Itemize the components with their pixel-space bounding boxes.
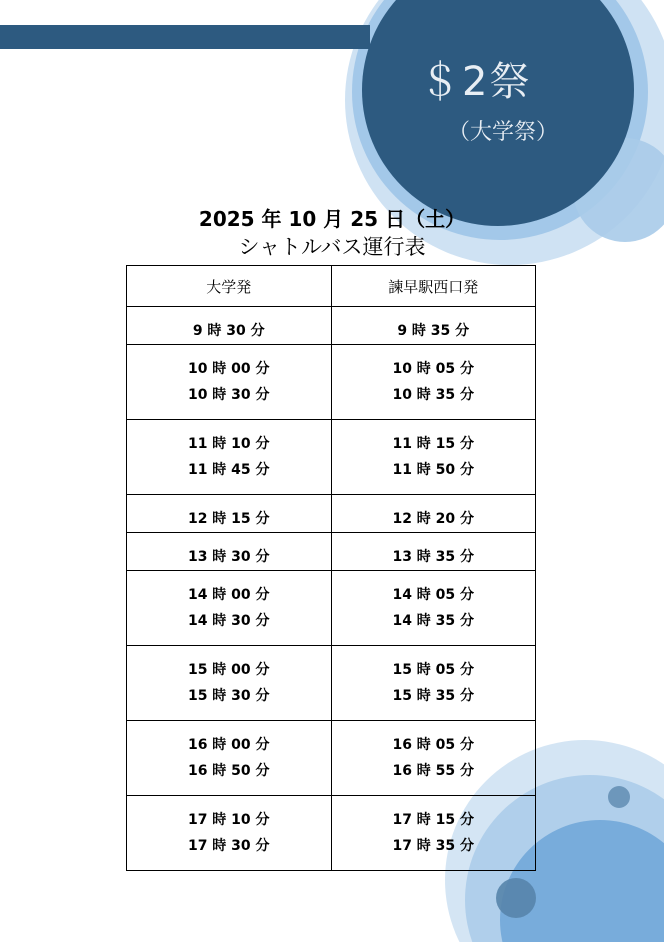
departure-time: 17 時 15 分: [392, 812, 475, 828]
departure-time: 14 時 05 分: [392, 587, 475, 603]
departure-time: 11 時 15 分: [392, 436, 475, 452]
departure-time: 16 時 05 分: [392, 737, 475, 753]
table-row: [127, 307, 536, 345]
departure-time: 12 時 20 分: [392, 511, 475, 527]
table-row: [127, 571, 536, 646]
departure-time: 17 時 10 分: [187, 812, 270, 828]
departure-time: 11 時 45 分: [187, 462, 270, 478]
departure-time: 15 時 35 分: [392, 688, 475, 704]
station-departures-cell: [331, 533, 536, 571]
departure-time: 15 時 00 分: [187, 662, 270, 678]
departure-time: 13 時 30 分: [187, 549, 270, 565]
departure-time: 11 時 10 分: [187, 436, 270, 452]
table-row: [127, 533, 536, 571]
table-row: [127, 345, 536, 420]
university-departures-cell: [127, 646, 332, 721]
departure-time: 15 時 30 分: [187, 688, 270, 704]
station-departures-cell: [331, 796, 536, 871]
station-departures-cell: [331, 345, 536, 420]
departure-time: 9 時 30 分: [192, 323, 265, 339]
university-departures-cell: [127, 307, 332, 345]
station-departures-cell: [331, 646, 536, 721]
table-header-row: [127, 266, 536, 307]
table-row: [127, 796, 536, 871]
departure-time: 14 時 30 分: [187, 613, 270, 629]
university-departures-cell: [127, 721, 332, 796]
bottom-small-dot-circle: [608, 786, 630, 808]
station-departures-cell: [331, 307, 536, 345]
bottom-dot-circle: [496, 878, 536, 918]
departure-time: 17 時 35 分: [392, 838, 475, 854]
departure-time: 16 時 00 分: [187, 737, 270, 753]
header-bar: [0, 25, 370, 49]
column-header-university: 大学発: [127, 266, 332, 307]
event-name: ＄2祭: [420, 59, 532, 105]
departure-time: 10 時 35 分: [392, 387, 475, 403]
schedule-title: シャトルバス運行表: [238, 235, 426, 259]
departure-time: 12 時 15 分: [187, 511, 270, 527]
departure-time: 10 時 30 分: [187, 387, 270, 403]
station-departures-cell: [331, 420, 536, 495]
station-departures-cell: [331, 721, 536, 796]
column-header-station: 諫早駅西口発: [331, 266, 536, 307]
schedule-date: 2025 年 10 月 25 日（土）: [198, 207, 466, 231]
departure-time: 15 時 05 分: [392, 662, 475, 678]
shuttle-timetable: [126, 265, 536, 871]
university-departures-cell: [127, 533, 332, 571]
departure-time: 14 時 35 分: [392, 613, 475, 629]
table-row: [127, 420, 536, 495]
departure-time: 13 時 35 分: [392, 549, 475, 565]
table-row: [127, 721, 536, 796]
university-departures-cell: [127, 495, 332, 533]
departure-time: 10 時 00 分: [187, 361, 270, 377]
station-departures-cell: [331, 495, 536, 533]
university-departures-cell: [127, 796, 332, 871]
departure-time: 16 時 55 分: [392, 763, 475, 779]
event-subtitle: （大学祭）: [448, 120, 559, 145]
departure-time: 9 時 35 分: [397, 323, 470, 339]
departure-time: 11 時 50 分: [392, 462, 475, 478]
station-departures-cell: [331, 571, 536, 646]
table-row: [127, 495, 536, 533]
departure-time: 16 時 50 分: [187, 763, 270, 779]
departure-time: 14 時 00 分: [187, 587, 270, 603]
table-row: [127, 646, 536, 721]
departure-time: 17 時 30 分: [187, 838, 270, 854]
university-departures-cell: [127, 571, 332, 646]
departure-time: 10 時 05 分: [392, 361, 475, 377]
university-departures-cell: [127, 345, 332, 420]
university-departures-cell: [127, 420, 332, 495]
